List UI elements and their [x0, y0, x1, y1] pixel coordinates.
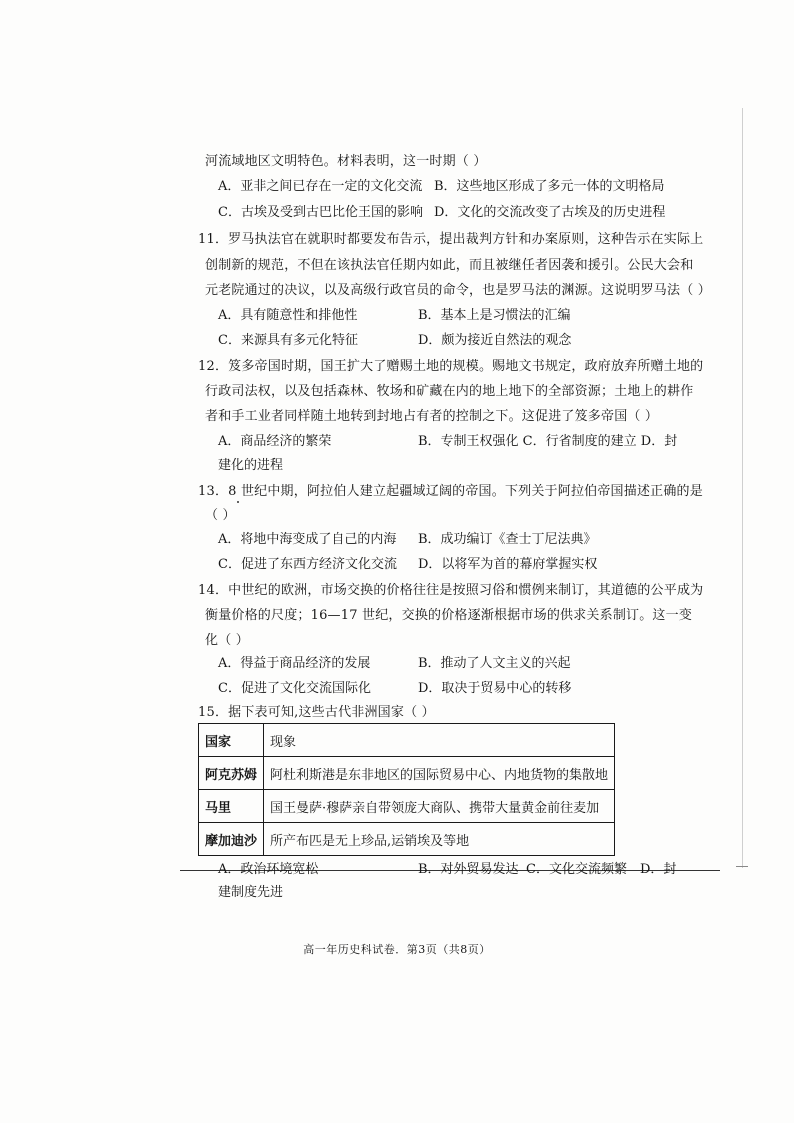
- table-row: [199, 757, 615, 790]
- table-cell-country: 马里: [199, 790, 264, 823]
- table-cell-country: 摩加迪沙: [199, 823, 264, 856]
- q14-option-a: A．得益于商品经济的发展: [218, 656, 371, 671]
- q15-option-a: A．政治环境宽松: [218, 862, 319, 877]
- q12-stem-line1: 12．笈多帝国时期，国王扩大了赠赐土地的规模。赐地文书规定，政府放弃所赠土地的: [198, 359, 704, 374]
- q14-stem-line1: 14．中世纪的欧洲，市场交换的价格往往是按照习俗和惯例来制订，其道德的公平成为: [198, 583, 704, 598]
- q15-option-b: B．对外贸易发达: [418, 862, 519, 877]
- q15-options-row: [180, 860, 720, 880]
- table-header-country: 国家: [199, 724, 264, 757]
- q13-option-d: D．以将军为首的幕府掌握实权: [418, 557, 598, 572]
- q10-option-d: D．文化的交流改变了古埃及的历史进程: [434, 205, 666, 220]
- q11-option-d: D．颇为接近自然法的观念: [418, 333, 572, 348]
- scan-speck: [237, 501, 239, 503]
- q12-stem-line3: 者和手工业者同样随土地转到封地占有者的控制之下。这促进了笈多帝国（ ）: [205, 409, 659, 424]
- q14-stem-line3: 化（ ）: [205, 633, 249, 648]
- q15-option-d-continued: 建制度先进: [218, 885, 284, 900]
- q10-option-c: C．古埃及受到古巴比伦王国的影响: [218, 205, 423, 220]
- table-header-phenomenon: 现象: [264, 724, 615, 757]
- q10-option-a: A．亚非之间已存在一定的文化交流: [218, 179, 423, 194]
- table-row: [199, 823, 615, 856]
- q14-option-d: D．取决于贸易中心的转移: [418, 681, 572, 696]
- q13-option-c: C．促进了东西方经济文化交流: [218, 557, 397, 572]
- q15-option-c: C．文化交流频繁: [526, 862, 627, 877]
- q12-option-d-continued: 建化的进程: [218, 458, 284, 473]
- table-cell-country: 阿克苏姆: [199, 757, 264, 790]
- q13-stem-line1: 13．8 世纪中期，阿拉伯人建立起疆域辽阔的帝国。下列关于阿拉伯帝国描述正确的是: [198, 484, 703, 499]
- table-row: [199, 790, 615, 823]
- q13-option-b: B．成功编订《查士丁尼法典》: [418, 532, 597, 547]
- q15-stem: 15．据下表可知,这些古代非洲国家（ ）: [198, 705, 435, 720]
- q14-option-b: B．推动了人文主义的兴起: [418, 656, 571, 671]
- q12-option-a: A．商品经济的繁荣: [218, 434, 332, 449]
- q14-option-c: C．促进了文化交流国际化: [218, 681, 371, 696]
- page-footer: 高一年历史科试卷．第3页（共8页）: [303, 943, 491, 956]
- q11-option-c: C．来源具有多元化特征: [218, 333, 358, 348]
- table-cell-phenomenon: 阿杜利斯港是东非地区的国际贸易中心、内地货物的集散地: [264, 757, 615, 790]
- scan-edge-mark: [736, 866, 748, 867]
- table-cell-phenomenon: 国王曼萨·穆萨亲自带领庞大商队、携带大量黄金前往麦加: [264, 790, 615, 823]
- q10-stem-tail: 河流域地区文明特色。材料表明，这一时期（ ）: [205, 154, 487, 169]
- q14-stem-line2: 衡量价格的尺度；16—17 世纪，交换的价格逐渐根据市场的供求关系制订。这一变: [205, 608, 693, 623]
- q11-stem-line1: 11．罗马执法官在就职时都要发布告示，提出裁判方针和办案原则，这种告示在实际上: [198, 232, 704, 247]
- q15-source-table: [198, 723, 615, 856]
- q15-option-d: D．封: [640, 862, 677, 877]
- table-cell-phenomenon: 所产布匹是无上珍品,运销埃及等地: [264, 823, 615, 856]
- q11-stem-line2: 创制新的规范，不但在该执法官任期内如此，而且被继任者因袭和援引。公民大会和: [205, 258, 694, 273]
- q11-option-b: B．基本上是习惯法的汇编: [418, 308, 571, 323]
- page-edge-divider: [742, 108, 743, 868]
- table-header-row: [199, 724, 615, 757]
- q11-option-a: A．具有随意性和排他性: [218, 308, 358, 323]
- q13-option-a: A．将地中海变成了自己的内海: [218, 532, 397, 547]
- q11-stem-line3: 元老院通过的决议，以及高级行政官员的命令，也是罗马法的渊源。这说明罗马法（ ）: [205, 283, 711, 298]
- q12-options-bcd: B．专制王权强化 C．行省制度的建立 D．封: [418, 434, 678, 449]
- q13-stem-line2: （ ）: [205, 508, 236, 523]
- q10-option-b: B．这些地区形成了多元一体的文明格局: [434, 179, 665, 194]
- q12-stem-line2: 行政司法权，以及包括森林、牧场和矿藏在内的地上地下的全部资源；土地上的耕作: [205, 384, 694, 399]
